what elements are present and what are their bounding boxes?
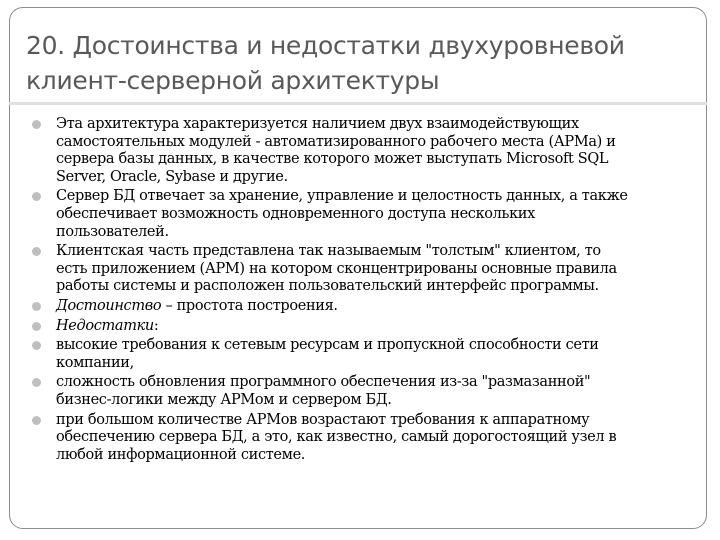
bullet-line: при большом количестве АРМов возрастают требования к аппаратному	[56, 411, 590, 428]
bullet-icon	[32, 416, 41, 425]
bullet-line: обеспечению сервера БД, а это, как известно, самый дорогостоящий узел в	[56, 429, 617, 446]
bullet-icon	[32, 192, 41, 201]
bullet-item	[30, 116, 690, 186]
bullet-line: работы системы и расположен пользовательский интерфейс программы.	[56, 278, 599, 295]
bullet-line: самостоятельных модулей - автоматизированного рабочего места (АРМа) и	[56, 133, 616, 150]
bullet-line: сервера базы данных, в качестве которого может выступать Microsoft SQL	[56, 151, 609, 168]
bullet-line: есть приложением (АРМ) на котором сконцентрированы основные правила	[56, 260, 617, 277]
bullet-item	[30, 298, 690, 316]
bullet-item	[30, 188, 690, 241]
bullet-icon	[32, 302, 41, 311]
bullet-item	[30, 318, 690, 336]
disadvantages-label: Недостатки	[56, 317, 154, 334]
bullet-line: Эта архитектура характеризуется наличием двух взаимодействующих	[56, 116, 579, 132]
bullet-line	[56, 298, 690, 316]
slide-title	[26, 28, 686, 98]
bullet-line: компании,	[56, 354, 134, 371]
bullet-line: обеспечивает возможность одновременного доступа нескольких	[56, 205, 535, 222]
bullet-icon	[32, 120, 41, 129]
bullet-list	[30, 116, 690, 466]
bullet-line: Клиентская часть представлена так называемым "толстым" клиентом, то	[56, 243, 601, 260]
bullet-item	[30, 412, 690, 465]
bullet-line: бизнес-логики между АРМом и сервером БД.	[56, 391, 392, 408]
bullet-line: высокие требования к сетевым ресурсам и пропускной способности сети	[56, 337, 599, 354]
bullet-icon	[32, 247, 41, 256]
advantage-label: Достоинство	[56, 297, 162, 314]
bullet-icon	[32, 322, 41, 331]
bullet-item	[30, 243, 690, 296]
bullet-item	[30, 374, 690, 409]
bullet-line: пользователей.	[56, 223, 169, 240]
disadvantages-colon: :	[153, 317, 159, 334]
bullet-icon	[32, 378, 41, 387]
bullet-item	[30, 337, 690, 372]
bullet-line: сложность обновления программного обеспечения из-за "размазанной"	[56, 374, 591, 391]
bullet-line: любой информационной системе.	[56, 446, 306, 463]
bullet-line: Server, Oracle, Sybase и другие.	[56, 168, 288, 185]
slide-title-line-2: клиент-серверной архитектуры	[26, 66, 440, 95]
bullet-icon	[32, 341, 41, 350]
slide-title-line-1: 20. Достоинства и недостатки двухуровневой	[26, 31, 625, 60]
bullet-line	[56, 318, 690, 336]
title-divider	[9, 102, 707, 105]
bullet-line: Сервер БД отвечает за хранение, управление и целостность данных, а также	[56, 188, 628, 205]
advantage-text: – простота построения.	[161, 297, 338, 314]
